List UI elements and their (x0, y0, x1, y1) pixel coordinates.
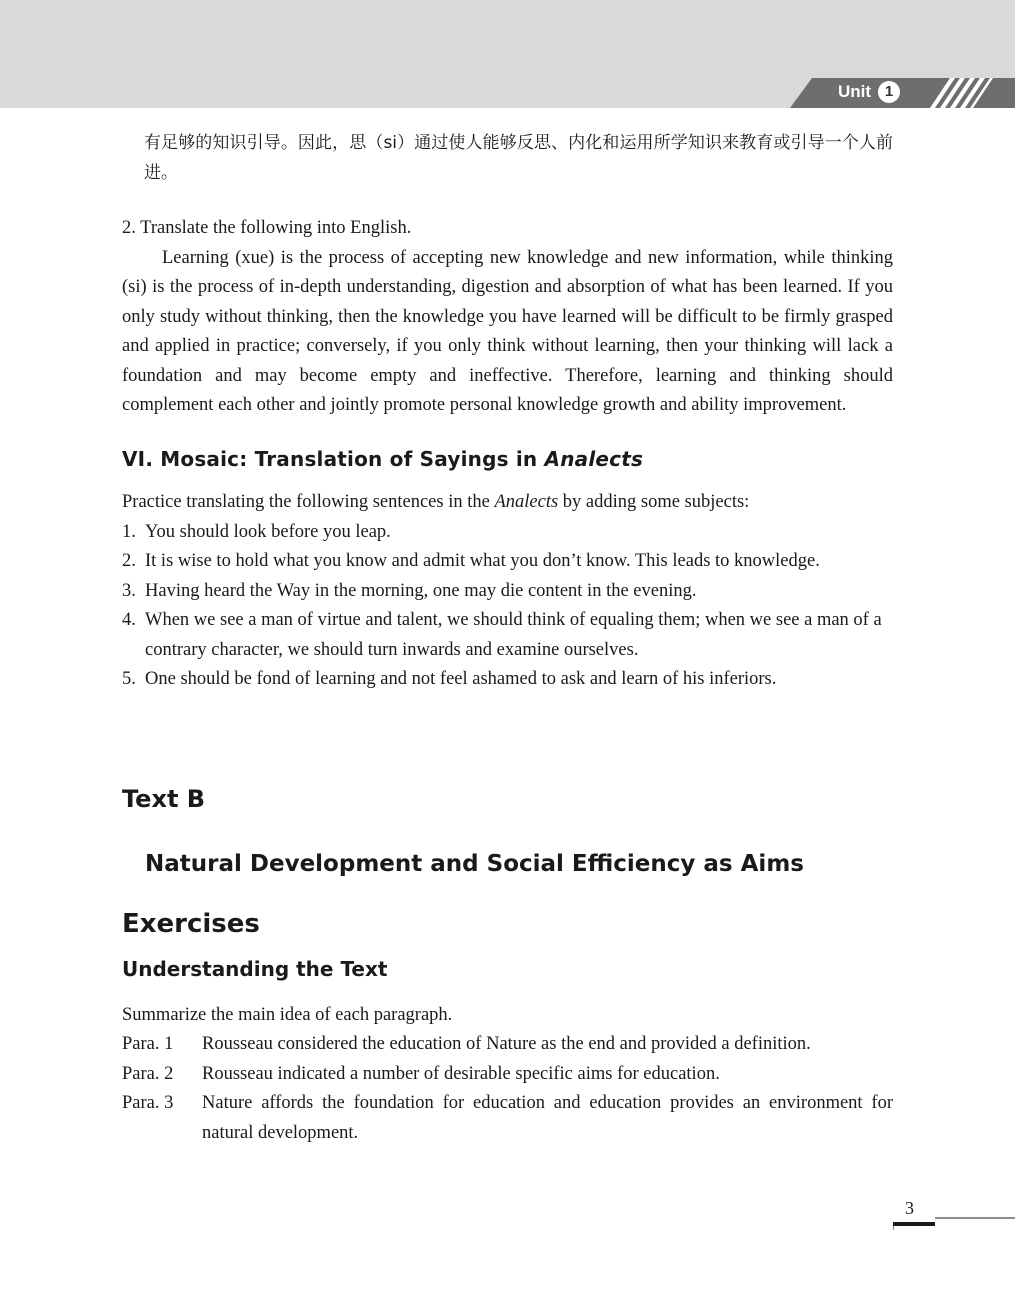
task2-heading: 2. Translate the following into English. (122, 218, 412, 238)
summary-instruction: Summarize the main idea of each paragraph. (122, 1004, 453, 1025)
list-item-text: One should be fond of learning and not feel ashamed to ask and learn of his inferiors. (145, 669, 777, 689)
para-row (122, 1060, 893, 1090)
list-item-text: You should look before you leap. (145, 521, 391, 542)
exercises-heading: Exercises (122, 908, 260, 939)
para-label: Para. 3 (122, 1093, 174, 1113)
para-label: Para. 1 (122, 1034, 174, 1054)
list-item-text: It is wise to hold what you know and admit what you don’t know. This leads to knowledge. (145, 551, 820, 571)
unit-tab (790, 78, 1015, 108)
list-item-text: When we see a man of virtue and talent, we should think of equaling them; when we see a man of a contrary character, we should turn inwards and examine ourselves. (145, 610, 882, 660)
list-item-number: 4. (122, 610, 136, 630)
list-item-number: 5. (122, 669, 136, 689)
list-item-text: Having heard the Way in the morning, one may die content in the evening. (145, 580, 697, 601)
section6-title-italic: Analects (544, 446, 644, 471)
para-text: Rousseau indicated a number of desirable specific aims for education. (202, 1063, 720, 1084)
list-item-number: 3. (122, 580, 136, 601)
para-row (122, 1089, 893, 1148)
list-item (122, 577, 893, 607)
chinese-paragraph: 有足够的知识引导。因此，思（si）通过使人能够反思、内化和运用所学知识来教育或引导一个人前进。 (144, 133, 893, 183)
para-text: Nature affords the foundation for education and education provides an environment for natural development. (202, 1093, 893, 1143)
sayings-list (122, 518, 893, 695)
section6-title (122, 445, 893, 475)
section6-title-prefix: VI. Mosaic: Translation of Sayings in (122, 446, 545, 471)
list-item (122, 518, 893, 548)
unit-label: Unit (838, 82, 872, 101)
unit-tab-shape (790, 78, 1015, 108)
understanding-heading: Understanding the Text (122, 957, 388, 981)
footer-rule (893, 1216, 1015, 1230)
list-item-number: 1. (122, 521, 136, 542)
list-item (122, 606, 893, 665)
list-item (122, 665, 893, 695)
task2-paragraph: Learning (xue) is the process of accepting new knowledge and new information, while thinking (si) is the process of in-depth understanding, digestion and absorption of what has been learned. If you only study without thinking, then the knowledge you have learned will be difficult to be firmly grasped and applied in practice; conversely, if you only think without learning, then your thinking will lack a foundation and may become empty and ineffective. Therefore, learning and thinking should complement each other and jointly promote personal knowledge growth and ability improvement. (122, 247, 893, 415)
para-label: Para. 2 (122, 1063, 174, 1084)
section6-instruction-italic: Analects (494, 492, 559, 512)
page-content (122, 128, 893, 1148)
page-number: 3 (905, 1198, 914, 1218)
section6-instruction (122, 488, 893, 518)
text-b-title: Natural Development and Social Efficiency as Aims (145, 851, 804, 877)
unit-number-badge: 1 (878, 81, 900, 103)
list-item (122, 547, 893, 577)
para-text: Rousseau considered the education of Nature as the end and provided a definition. (202, 1034, 811, 1054)
para-row (122, 1030, 893, 1060)
list-item-number: 2. (122, 551, 136, 571)
section6-instruction-pre: Practice translating the following sentences in the (122, 492, 495, 512)
section6-instruction-post: by adding some subjects: (558, 492, 750, 512)
text-b-label: Text B (122, 784, 206, 813)
